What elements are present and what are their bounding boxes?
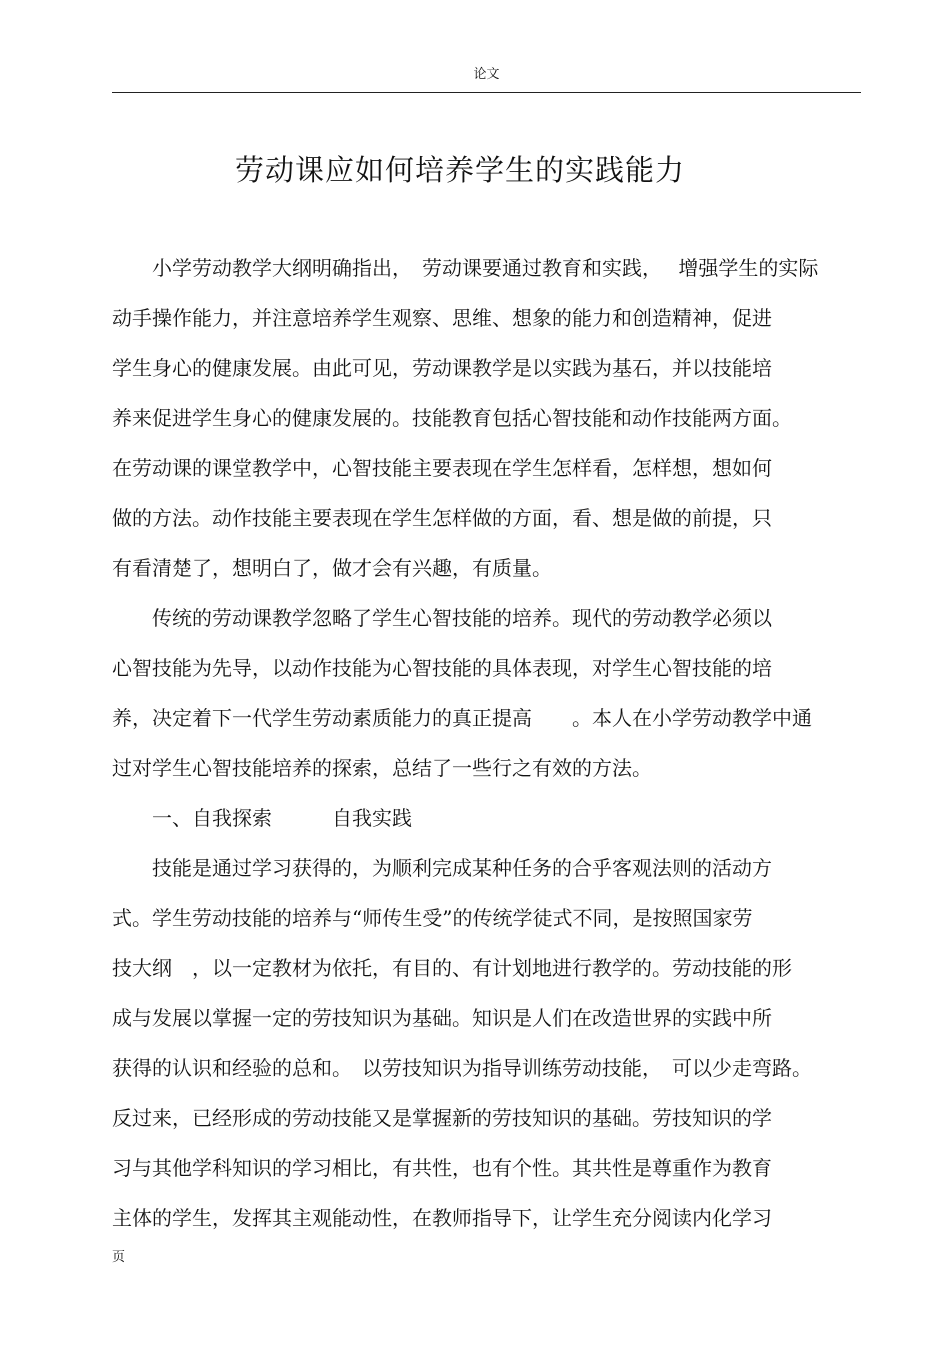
text-line: 动手操作能力，并注意培养学生观察、思维、想象的能力和创造精神，促进 [112,306,772,330]
text-line: 过对学生心智技能培养的探索，总结了一些行之有效的方法。 [112,756,652,780]
text-line: 传统的劳动课教学忽略了学生心智技能的培养。现代的劳动教学必须以 [112,606,772,630]
text-line: 做的方法。动作技能主要表现在学生怎样做的方面，看、想是做的前提，只 [112,506,772,530]
section-heading: 一、自我探索 自我实践 [112,806,412,830]
text-line: 获得的认识和经验的总和。 以劳技知识为指导训练劳动技能， 可以少走弯路。 [112,1056,812,1080]
text-line: 成与发展以掌握一定的劳技知识为基础。知识是人们在改造世界的实践中所 [112,1006,772,1030]
document-title: 劳动课应如何培养学生的实践能力 [234,153,685,187]
text-line: 有看清楚了，想明白了，做才会有兴趣，有质量。 [112,556,552,580]
text-line: 养，决定着下一代学生劳动素质能力的真正提高 。本人在小学劳动教学中通 [112,706,812,730]
text-line: 技能是通过学习获得的，为顺利完成某种任务的合乎客观法则的活动方 [112,856,772,880]
text-line: 主体的学生，发挥其主观能动性，在教师指导下，让学生充分阅读内化学习 [112,1206,772,1230]
text-line: 养来促进学生身心的健康发展的。技能教育包括心智技能和动作技能两方面。 [112,406,792,430]
text-line: 反过来，已经形成的劳动技能又是掌握新的劳技知识的基础。劳技知识的学 [112,1106,772,1130]
text-line: 心智技能为先导，以动作技能为心智技能的具体表现，对学生心智技能的培 [112,656,772,680]
text-line: 习与其他学科知识的学习相比，有共性，也有个性。其共性是尊重作为教育 [112,1156,772,1180]
text-line: 在劳动课的课堂教学中，心智技能主要表现在学生怎样看，怎样想，想如何 [112,456,772,480]
text-line: 式。学生劳动技能的培养与“师传生受”的传统学徒式不同，是按照国家劳 [112,906,753,930]
page-footer: 页 [112,1250,126,1265]
page-header: 论文 [112,62,861,93]
text-line: 学生身心的健康发展。由此可见，劳动课教学是以实践为基石，并以技能培 [112,356,772,380]
text-line: 小学劳动教学大纲明确指出， 劳动课要通过教育和实践， 增强学生的实际 [112,256,819,280]
text-line: 技大纲 ，以一定教材为依托，有目的、有计划地进行教学的。劳动技能的形 [112,956,792,980]
